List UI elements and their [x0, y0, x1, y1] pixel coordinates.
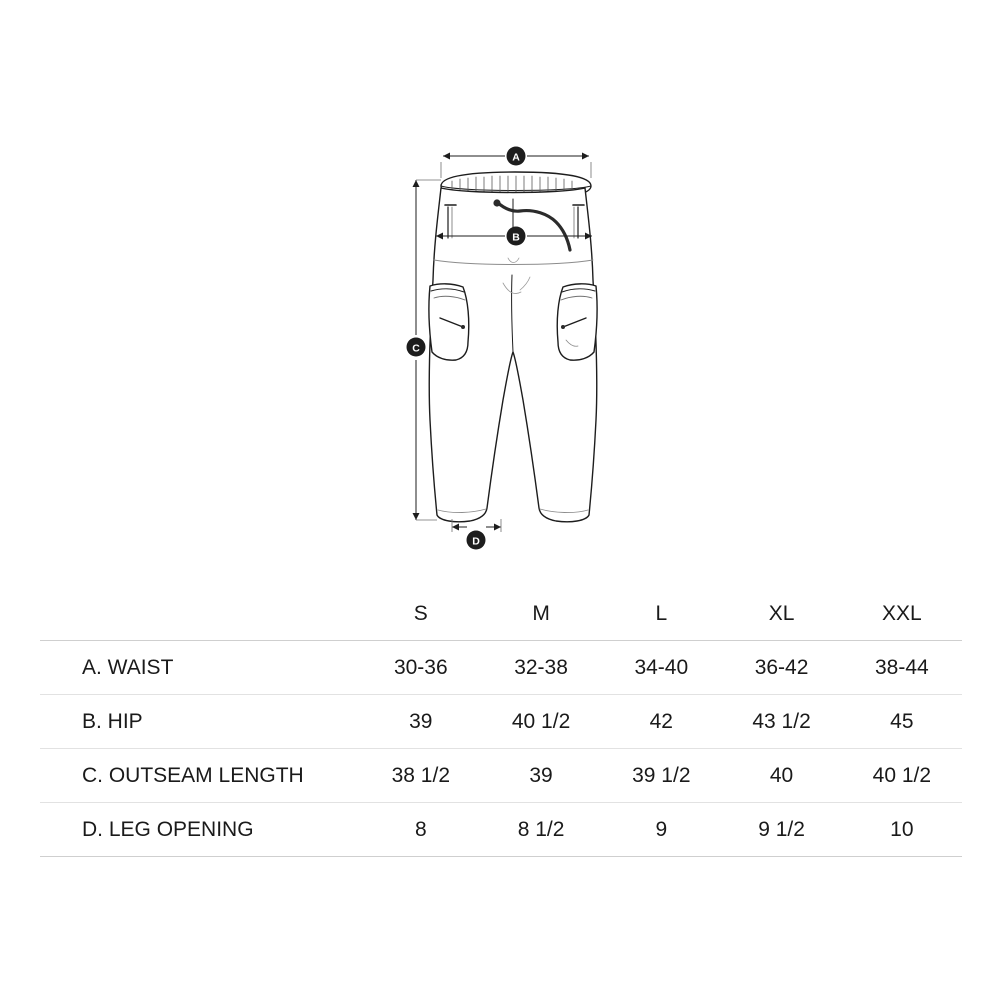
cell-outseam-s: 38 1/2	[391, 763, 450, 787]
callout-badge-a-label: A	[512, 151, 520, 164]
cell-hip-s: 39	[409, 709, 433, 733]
row-label-waist: A. WAIST	[82, 655, 174, 679]
corner-cell	[40, 588, 361, 641]
cell-hip-l: 42	[649, 709, 673, 733]
cell-leg-opening-l: 9	[655, 817, 668, 841]
cell-leg-opening-xl: 9 1/2	[758, 817, 805, 841]
cell-outseam-xl: 40	[769, 763, 794, 787]
cell-waist-l: 34-40	[634, 655, 689, 679]
callout-badge-c-label: C	[412, 342, 420, 355]
size-header-xxl: XXL	[881, 602, 922, 625]
size-chart-header	[40, 588, 962, 641]
row-label-outseam-length: C. OUTSEAM LENGTH	[82, 763, 304, 787]
cell-hip-xl: 43 1/2	[752, 709, 811, 733]
cell-leg-opening-xxl: 10	[890, 817, 914, 841]
table-row	[40, 749, 962, 803]
table-row	[40, 695, 962, 749]
cell-outseam-m: 39	[529, 763, 553, 787]
table-row	[40, 641, 962, 695]
size-header-l: L	[655, 602, 668, 625]
cell-leg-opening-s: 8	[414, 817, 427, 841]
cell-hip-xxl: 45	[890, 709, 914, 733]
table-row	[40, 803, 962, 857]
cell-waist-s: 30-36	[393, 655, 448, 679]
table-header-row	[40, 588, 962, 641]
cargo-pocket-right	[557, 284, 597, 360]
row-label-leg-opening: D. LEG OPENING	[82, 817, 254, 841]
size-header-xl: XL	[768, 602, 795, 625]
callout-badge-b-label: B	[512, 231, 520, 244]
cell-leg-opening-m: 8 1/2	[517, 817, 565, 841]
cell-outseam-xxl: 40 1/2	[872, 763, 932, 787]
callout-badge-b	[507, 227, 526, 246]
cell-outseam-l: 39 1/2	[632, 763, 691, 787]
cell-waist-xl: 36-42	[754, 655, 809, 679]
size-chart-table	[40, 588, 962, 857]
size-header-m: M	[532, 602, 550, 625]
cargo-pocket-left	[429, 284, 469, 360]
callout-badge-d	[467, 531, 486, 550]
callout-badge-c	[407, 338, 426, 357]
callout-badge-d-label: D	[472, 535, 480, 548]
row-label-hip: B. HIP	[82, 709, 143, 733]
cell-waist-xxl: 38-44	[874, 655, 929, 679]
size-chart-body	[40, 641, 962, 857]
callout-badge-a	[507, 147, 526, 166]
cell-waist-m: 32-38	[514, 655, 568, 679]
cell-hip-m: 40 1/2	[511, 709, 571, 733]
size-header-s: S	[413, 602, 428, 625]
